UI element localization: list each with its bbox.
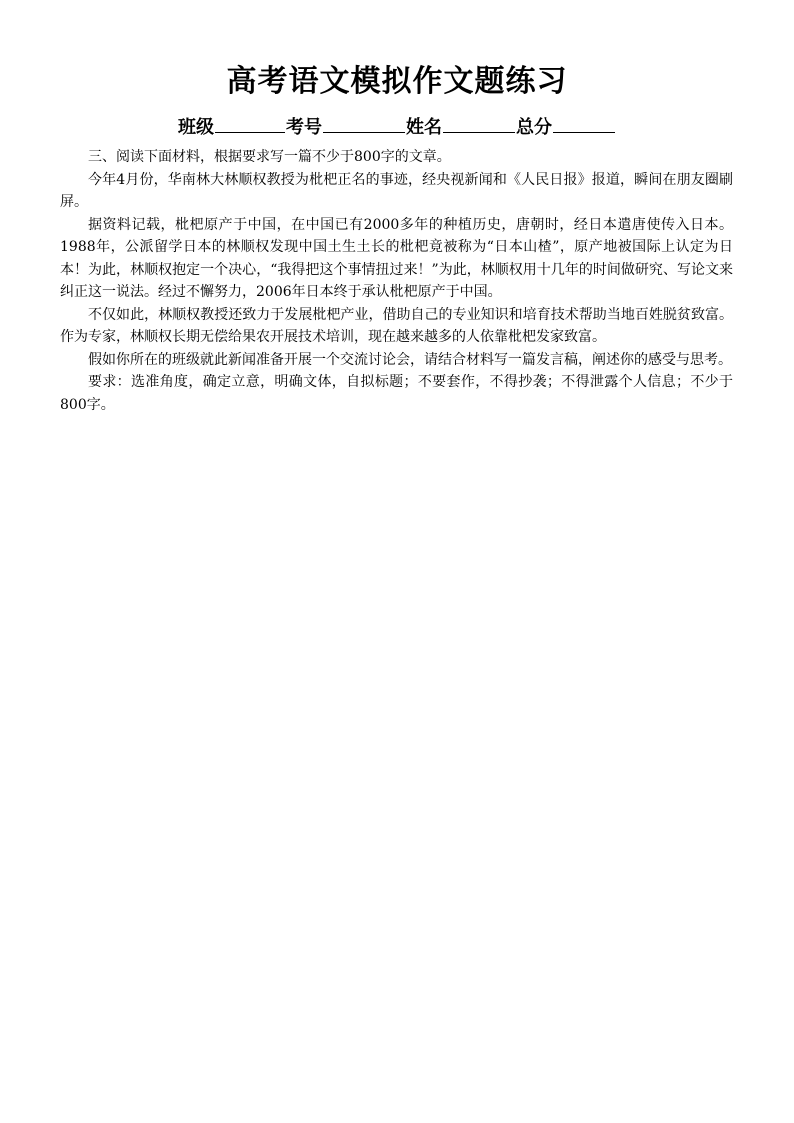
class-label: 班级 [178, 117, 214, 138]
material-paragraph: 今年4月份，华南林大林顺权教授为枇杷正名的事迹，经央视新闻和《人民日报》报道，瞬间在朋友圈刷屏。 [60, 171, 733, 210]
question-instruction: 三、阅读下面材料，根据要求写一篇不少于800字的文章。 [88, 149, 451, 165]
requirements-paragraph: 要求：选准角度，确定立意，明确文体，自拟标题；不要套作，不得抄袭；不得泄露个人信息；不少于800字。 [60, 374, 733, 413]
question-body [60, 146, 733, 416]
class-blank [215, 114, 285, 133]
total-score-label: 总分 [516, 117, 552, 138]
exam-number-blank [323, 114, 405, 133]
task-paragraph: 假如你所在的班级就此新闻准备开展一个交流讨论会，请结合材料写一篇发言稿，阐述你的感受与思考。 [88, 351, 732, 368]
name-blank [443, 114, 515, 133]
name-label: 姓名 [406, 117, 442, 138]
page-title: 高考语文模拟作文题练习 [226, 64, 568, 99]
student-info-line [0, 114, 794, 141]
total-score-blank [553, 114, 615, 133]
material-paragraph: 不仅如此，林顺权教授还致力于发展枇杷产业，借助自己的专业知识和培育技术帮助当地百姓脱贫致富。作为专家，林顺权长期无偿给果农开展技术培训，现在越来越多的人依靠枇杷发家致富。 [60, 306, 733, 345]
material-paragraph: 据资料记载，枇杷原产于中国，在中国已有2000多年的种植历史，唐朝时，经日本遣唐使传入日本。1988年，公派留学日本的林顺权发现中国土生土长的枇杷竟被称为“日本山楂”，原产地被国际上认定为日本！为此，林顺权抱定一个决心，“我得把这个事情扭过来！”为此，林顺权用十几年的时间做研究、写论文来纠正这一说法。经过不懈努力，2006年日本终于承认枇杷原产于中国。 [60, 216, 733, 300]
exam-number-label: 考号 [286, 117, 322, 138]
